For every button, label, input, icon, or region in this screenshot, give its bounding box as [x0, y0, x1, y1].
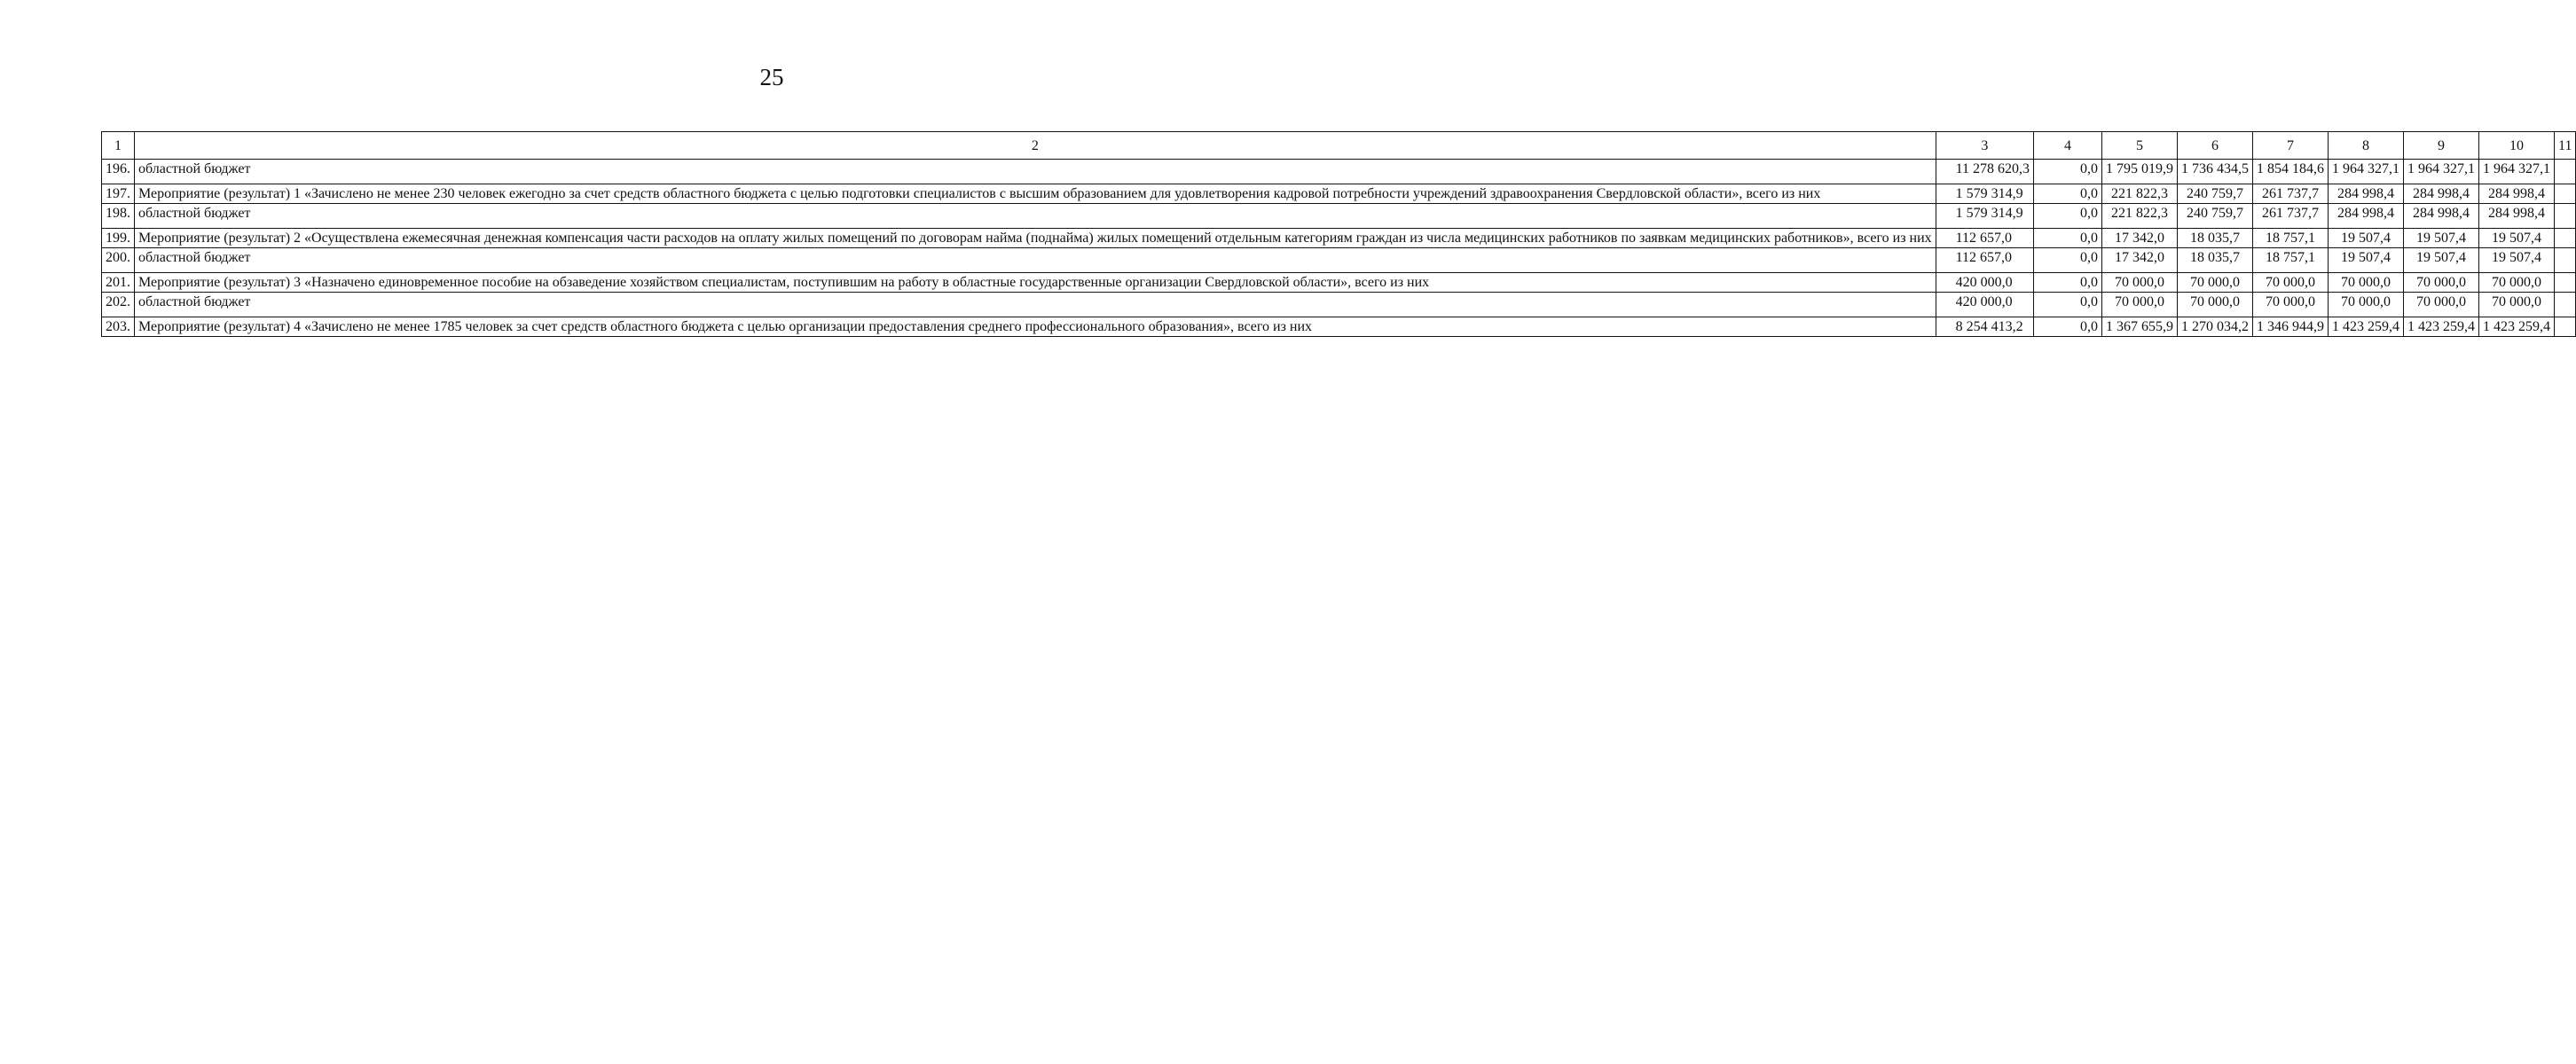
- value-cell: 0,0: [2034, 229, 2102, 248]
- value-cell: 284 998,4: [2479, 184, 2555, 204]
- value-cell: 17 342,0: [2102, 248, 2178, 273]
- row-number: 203.: [102, 317, 135, 337]
- value-cell: 284 998,4: [2404, 204, 2479, 229]
- value-cell: [2555, 317, 2576, 337]
- value-cell: 18 035,7: [2178, 229, 2253, 248]
- value-cell: 1 423 259,4: [2404, 317, 2479, 337]
- value-cell: 19 507,4: [2404, 248, 2479, 273]
- value-cell: 19 507,4: [2479, 248, 2555, 273]
- value-cell: 17 342,0: [2102, 229, 2178, 248]
- header-cell: 11: [2555, 132, 2576, 160]
- value-cell: 19 507,4: [2404, 229, 2479, 248]
- row-number: 198.: [102, 204, 135, 229]
- value-cell: 18 757,1: [2253, 248, 2329, 273]
- header-cell: 10: [2479, 132, 2555, 160]
- value-cell: 70 000,0: [2178, 273, 2253, 293]
- value-cell: 70 000,0: [2404, 293, 2479, 317]
- value-cell: [2555, 160, 2576, 184]
- value-cell: 70 000,0: [2479, 273, 2555, 293]
- value-cell: 1 270 034,2: [2178, 317, 2253, 337]
- row-label: областной бюджет: [135, 293, 1936, 317]
- value-cell: 284 998,4: [2479, 204, 2555, 229]
- header-cell: 4: [2034, 132, 2102, 160]
- header-cell: 5: [2102, 132, 2178, 160]
- row-number: 196.: [102, 160, 135, 184]
- value-cell: 221 822,3: [2102, 204, 2178, 229]
- row-label: областной бюджет: [135, 160, 1936, 184]
- value-cell: 1 854 184,6: [2253, 160, 2329, 184]
- value-cell: [2555, 293, 2576, 317]
- value-cell: 8 254 413,2: [1936, 317, 2033, 337]
- value-cell: 240 759,7: [2178, 184, 2253, 204]
- value-cell: 420 000,0: [1936, 273, 2033, 293]
- value-cell: 70 000,0: [2102, 273, 2178, 293]
- value-cell: 0,0: [2034, 293, 2102, 317]
- value-cell: 284 998,4: [2329, 184, 2404, 204]
- value-cell: [2555, 229, 2576, 248]
- header-cell: 8: [2329, 132, 2404, 160]
- table-row: [102, 273, 2576, 293]
- row-number: 200.: [102, 248, 135, 273]
- value-cell: 1 736 434,5: [2178, 160, 2253, 184]
- value-cell: 19 507,4: [2329, 229, 2404, 248]
- row-number: 199.: [102, 229, 135, 248]
- table-row: [102, 229, 2576, 248]
- value-cell: 70 000,0: [2404, 273, 2479, 293]
- value-cell: 1 964 327,1: [2329, 160, 2404, 184]
- row-label: областной бюджет: [135, 204, 1936, 229]
- value-cell: 19 507,4: [2479, 229, 2555, 248]
- value-cell: 11 278 620,3: [1936, 160, 2033, 184]
- table-row: [102, 293, 2576, 317]
- row-number: 201.: [102, 273, 135, 293]
- value-cell: 70 000,0: [2253, 293, 2329, 317]
- row-label: Мероприятие (результат) 2 «Осуществлена ежемесячная денежная компенсация части расходов на оплату жилых помещений по договорам найма (поднайма) жилых помещений отдельным категориям граждан из числа медицинских работников по заявкам медицинских работников», всего из них: [135, 229, 1936, 248]
- value-cell: 261 737,7: [2253, 184, 2329, 204]
- value-cell: 0,0: [2034, 204, 2102, 229]
- row-number: 202.: [102, 293, 135, 317]
- value-cell: 1 579 314,9: [1936, 204, 2033, 229]
- header-cell: 2: [135, 132, 1936, 160]
- row-label: Мероприятие (результат) 4 «Зачислено не менее 1785 человек за счет средств областного бюджета с целью организации предоставления среднего профессионального образования», всего из них: [135, 317, 1936, 337]
- table-row: [102, 204, 2576, 229]
- value-cell: 240 759,7: [2178, 204, 2253, 229]
- table-row: [102, 184, 2576, 204]
- value-cell: 1 795 019,9: [2102, 160, 2178, 184]
- value-cell: 70 000,0: [2102, 293, 2178, 317]
- table-row: [102, 160, 2576, 184]
- header-cell: 3: [1936, 132, 2033, 160]
- table-row: [102, 317, 2576, 337]
- header-row: [102, 132, 2576, 160]
- value-cell: 112 657,0: [1936, 229, 2033, 248]
- value-cell: 0,0: [2034, 273, 2102, 293]
- value-cell: 70 000,0: [2253, 273, 2329, 293]
- value-cell: 70 000,0: [2329, 293, 2404, 317]
- value-cell: [2555, 204, 2576, 229]
- value-cell: 1 423 259,4: [2329, 317, 2404, 337]
- value-cell: 1 579 314,9: [1936, 184, 2033, 204]
- page-number: 25: [759, 64, 784, 90]
- value-cell: 221 822,3: [2102, 184, 2178, 204]
- value-cell: 1 367 655,9: [2102, 317, 2178, 337]
- value-cell: 0,0: [2034, 317, 2102, 337]
- value-cell: 1 346 944,9: [2253, 317, 2329, 337]
- header-cell: 9: [2404, 132, 2479, 160]
- value-cell: 112 657,0: [1936, 248, 2033, 273]
- value-cell: 70 000,0: [2329, 273, 2404, 293]
- row-label: областной бюджет: [135, 248, 1936, 273]
- value-cell: 261 737,7: [2253, 204, 2329, 229]
- row-label: Мероприятие (результат) 3 «Назначено единовременное пособие на обзаведение хозяйством специалистам, поступившим на работу в областные государственные организации Свердловской области», всего из них: [135, 273, 1936, 293]
- row-number: 197.: [102, 184, 135, 204]
- value-cell: [2555, 273, 2576, 293]
- header-cell: 1: [102, 132, 135, 160]
- value-cell: [2555, 184, 2576, 204]
- value-cell: 284 998,4: [2404, 184, 2479, 204]
- value-cell: 0,0: [2034, 160, 2102, 184]
- header-cell: 7: [2253, 132, 2329, 160]
- value-cell: [2555, 248, 2576, 273]
- table-body: [102, 160, 2576, 337]
- value-cell: 1 423 259,4: [2479, 317, 2555, 337]
- table-row: [102, 248, 2576, 273]
- value-cell: 1 964 327,1: [2404, 160, 2479, 184]
- value-cell: 420 000,0: [1936, 293, 2033, 317]
- budget-table: [101, 131, 2576, 337]
- row-label: Мероприятие (результат) 1 «Зачислено не менее 230 человек ежегодно за счет средств областного бюджета с целью подготовки специалистов с высшим образованием для удовлетворения кадровой потребности учреждений здравоохранения Свердловской области», всего из них: [135, 184, 1936, 204]
- value-cell: 19 507,4: [2329, 248, 2404, 273]
- value-cell: 284 998,4: [2329, 204, 2404, 229]
- value-cell: 70 000,0: [2178, 293, 2253, 317]
- value-cell: 1 964 327,1: [2479, 160, 2555, 184]
- value-cell: 0,0: [2034, 248, 2102, 273]
- value-cell: 0,0: [2034, 184, 2102, 204]
- value-cell: 70 000,0: [2479, 293, 2555, 317]
- value-cell: 18 035,7: [2178, 248, 2253, 273]
- header-cell: 6: [2178, 132, 2253, 160]
- value-cell: 18 757,1: [2253, 229, 2329, 248]
